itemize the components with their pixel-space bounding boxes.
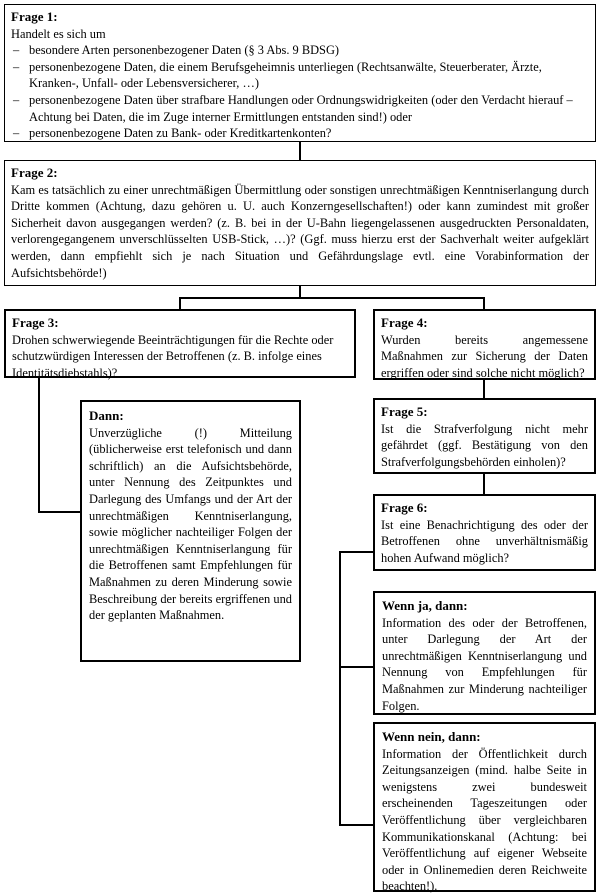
frage5-box xyxy=(373,398,596,474)
connector-f5-f6 xyxy=(483,474,485,494)
connector-f6-branch-vertical xyxy=(339,551,341,825)
frage1-item: – personenbezogene Daten über strafbare Handlungen oder Ordnungswidrigkeiten (oder den Verdacht hierauf – Achtung bei Daten, die im Zuge interner Ermittlungen entstanden sind!) oder xyxy=(11,92,589,125)
wenn-nein-text: Information der Öffentlichkeit durch Zeitungsanzeigen (mind. halbe Seite in wenigstens zwei bundesweit erscheinenden Tageszeitungen oder Veröffentlichung über vergleichbaren Kommunikationskanal (Achtung: bei Veröffentlichung auf eigener Webseite oder in Onlinemedien deren Reichweite beachten!). xyxy=(382,746,587,894)
frage6-title: Frage 6: xyxy=(381,500,428,515)
frage1-item: – personenbezogene Daten, die einem Berufsgeheimnis unterliegen (Rechtsanwälte, Steuerberater, Ärzte, Kranken-, Unfall- oder Lebensversicherer, …) xyxy=(11,59,589,92)
wenn-nein-box xyxy=(373,722,596,892)
frage5-text: Ist die Strafverfolgung nicht mehr gefährdet (ggf. Bestätigung von den Strafverfolgungsbehörden einholen)? xyxy=(381,421,588,469)
frage3-text: Drohen schwerwiegende Beeinträchtigungen für die Rechte oder schutzwürdigen Interessen der Betroffenen (z. B. infolge eines Identitätsdiebstahls)? xyxy=(12,332,334,380)
connector-branch-ja xyxy=(339,666,373,668)
frage6-text: Ist eine Benachrichtigung des oder der Betroffenen ohne unverhältnismäßig hohen Aufwand möglich? xyxy=(381,517,588,565)
frage6-box xyxy=(373,494,596,571)
dann-title: Dann: xyxy=(89,408,124,423)
frage2-title: Frage 2: xyxy=(11,165,58,180)
connector-branch-nein xyxy=(339,824,373,826)
connector-split-horizontal xyxy=(179,297,484,299)
dann-box xyxy=(80,400,301,662)
frage1-box xyxy=(4,4,596,142)
frage1-item: – personenbezogene Daten zu Bank- oder Kreditkartenkonten? xyxy=(11,125,589,142)
connector-f6-branch-stub xyxy=(339,551,373,553)
connector-f1-f2 xyxy=(299,142,301,160)
frage3-title: Frage 3: xyxy=(12,315,59,330)
frage1-item: – besondere Arten personenbezogener Daten (§ 3 Abs. 9 BDSG) xyxy=(11,42,589,59)
frage4-box xyxy=(373,309,596,380)
frage4-title: Frage 4: xyxy=(381,315,428,330)
connector-split-left xyxy=(179,297,181,309)
frage5-title: Frage 5: xyxy=(381,404,428,419)
frage2-text: Kam es tatsächlich zu einer unrechtmäßigen Übermittlung oder sonstigen unrechtmäßigen Kenntniserlangung durch Dritte kommen (Achtung, dazu gehören u. U. auch Konzerngesellschaften!) oder kann zumindest mit großer Sicherheit davon ausgegangen werden? (z. B. bei in der U-Bahn liegengelassenen ausgedruckten Personaldaten, verlorengegangenem unverschlüsselten USB-Stick, …)? (Ggf. muss hierzu erst der Sachverhalt weiter aufgeklärt werden, dann empfiehlt sich je nach Situation und Gefährdungslage evtl. eine Vorabinformation der Aufsichtsbehörde!) xyxy=(11,182,589,280)
wenn-ja-title: Wenn ja, dann: xyxy=(382,598,468,613)
connector-f3-dann-horizontal xyxy=(38,511,80,513)
wenn-nein-title: Wenn nein, dann: xyxy=(382,729,481,744)
connector-f4-f5 xyxy=(483,380,485,398)
dann-text: Unverzügliche (!) Mitteilung (üblicherweise erst telefonisch und dann schriftlich) an die Aufsichtsbehörde, unter Nennung des Zeitpunktes und Darlegung des Umfangs und der Art der unrechtmäßigen Kenntniserlangung, sowie möglicher nachteiliger Folgen der unrechtmäßigen Kenntniserlangung für die Betroffenen samt Empfehlungen für Maßnahmen zu deren Minderung sowie Beschreibung der bereits ergriffenen und der geplanten Maßnahmen. xyxy=(89,425,292,623)
frage3-box xyxy=(4,309,356,378)
wenn-ja-box xyxy=(373,591,596,715)
connector-split-right xyxy=(483,297,485,309)
frage1-title: Frage 1: xyxy=(11,9,58,24)
connector-f3-dann-vertical xyxy=(38,378,40,512)
frage1-intro: Handelt es sich um xyxy=(11,26,106,41)
frage4-text: Wurden bereits angemessene Maßnahmen zur Sicherung der Daten ergriffen oder sind solche nicht möglich? xyxy=(381,332,588,380)
frage2-box xyxy=(4,160,596,286)
frage1-list xyxy=(11,42,589,142)
wenn-ja-text: Information des oder der Betroffenen, unter Darlegung der Art der unrechtmäßigen Kenntniserlangung und Nennung von Empfehlungen für Maßnahmen zur Minderung nachteiliger Folgen. xyxy=(382,615,587,713)
